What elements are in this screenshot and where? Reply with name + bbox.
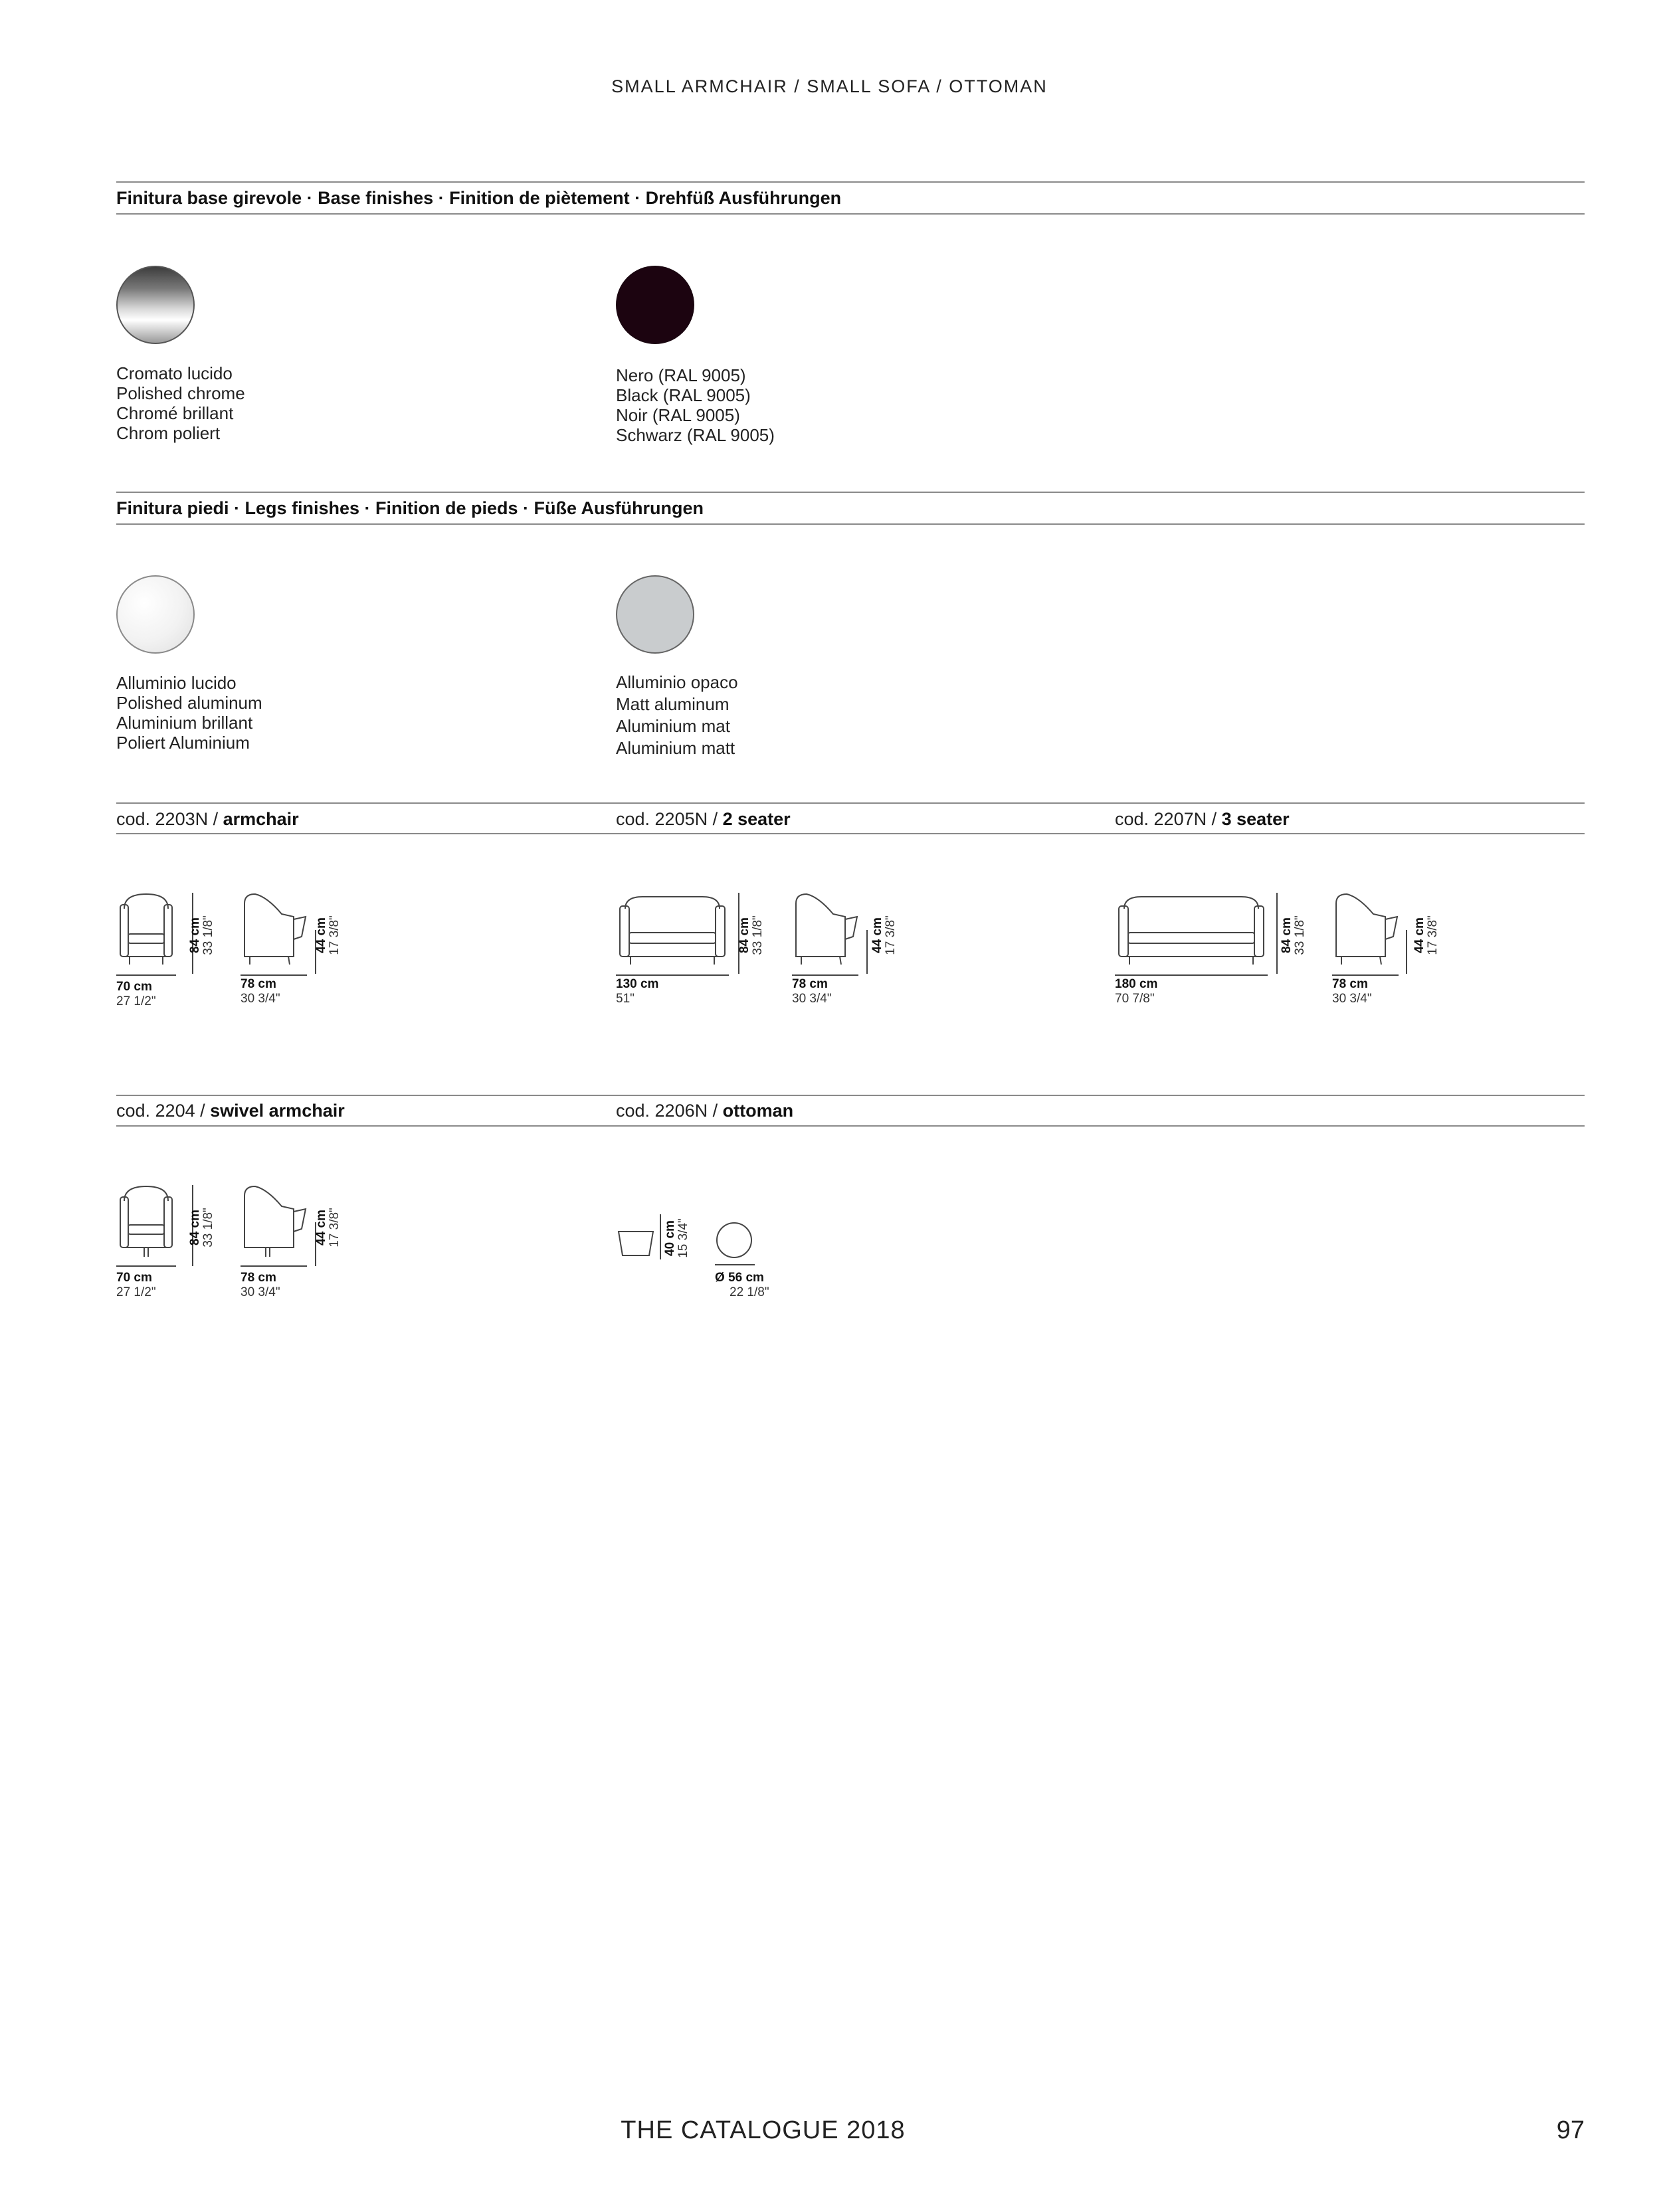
page-number: 97: [1556, 2116, 1585, 2144]
divider: [116, 523, 1585, 525]
ottoman-top-drawing: [714, 1221, 755, 1262]
black-ral-9005-label: Nero (RAL 9005) Black (RAL 9005) Noir (RAL 9005) Schwarz (RAL 9005): [616, 365, 775, 445]
3-seater-side-drawing: [1332, 890, 1405, 976]
page-header-title: SMALL ARMCHAIR / SMALL SOFA / OTTOMAN: [611, 76, 1048, 96]
divider: [116, 181, 1585, 183]
2-seater-seat-dimension: 44 cm 17 3/8": [870, 915, 898, 955]
polished-chrome-swatch: [116, 266, 195, 344]
polished-aluminum-label: Alluminio lucido Polished aluminum Aluminium brillant Poliert Aluminium: [116, 673, 262, 753]
product-code-armchair: cod. 2203N / armchair: [116, 809, 299, 829]
armchair-side-drawing: [241, 890, 314, 976]
product-code-ottoman: cod. 2206N / ottoman: [616, 1101, 794, 1121]
swivel-armchair-depth-dimension: 78 cm 30 3/4": [241, 1271, 280, 1299]
3-seater-seat-line: [1403, 890, 1410, 976]
polished-aluminum-swatch: [116, 575, 195, 654]
legs-finishes-title: Finitura piedi · Legs finishes · Finition de pieds · Füße Ausführungen: [116, 498, 704, 518]
divider: [116, 802, 1585, 804]
2-seater-seat-line: [864, 890, 870, 976]
swivel-armchair-height-dimension: 84 cm 33 1/8": [188, 1208, 215, 1247]
divider: [116, 833, 1585, 834]
2-seater-width-dimension: 130 cm 51": [616, 977, 659, 1006]
matt-aluminum-swatch: [616, 575, 694, 654]
swivel-armchair-front-drawing: [116, 1182, 189, 1269]
armchair-width-dimension: 70 cm 27 1/2": [116, 980, 156, 1008]
base-finishes-title: Finitura base girevole · Base finishes · Finition de piètement · Drehfüß Ausführungen: [116, 188, 842, 208]
swivel-armchair-seat-dimension: 44 cm 17 3/8": [314, 1208, 342, 1247]
ottoman-diameter-line: [712, 1262, 759, 1267]
swivel-armchair-width-dimension: 70 cm 27 1/2": [116, 1271, 156, 1299]
2-seater-side-drawing: [792, 890, 865, 976]
divider: [116, 1095, 1585, 1096]
product-code-3-seater: cod. 2207N / 3 seater: [1115, 809, 1290, 829]
ottoman-diameter-dimension: Ø 56 cm 22 1/8": [715, 1271, 769, 1299]
black-ral-9005-swatch: [616, 266, 694, 344]
swivel-armchair-side-drawing: [241, 1182, 314, 1269]
product-code-2-seater: cod. 2205N / 2 seater: [616, 809, 791, 829]
product-code-swivel-armchair: cod. 2204 / swivel armchair: [116, 1101, 345, 1121]
2-seater-depth-dimension: 78 cm 30 3/4": [792, 977, 832, 1006]
2-seater-height-dimension: 84 cm 33 1/8": [737, 915, 765, 955]
polished-chrome-label: Cromato lucido Polished chrome Chromé brillant Chrom poliert: [116, 363, 245, 443]
armchair-height-dimension: 84 cm 33 1/8": [188, 915, 215, 955]
2-seater-front-drawing: [616, 890, 735, 976]
3-seater-front-drawing: [1115, 890, 1274, 976]
ottoman-side-drawing: [616, 1229, 656, 1259]
divider: [116, 1125, 1585, 1127]
3-seater-depth-dimension: 78 cm 30 3/4": [1332, 977, 1372, 1006]
divider: [116, 213, 1585, 215]
3-seater-seat-dimension: 44 cm 17 3/8": [1413, 915, 1440, 955]
3-seater-height-dimension: 84 cm 33 1/8": [1280, 915, 1307, 955]
3-seater-width-dimension: 180 cm 70 7/8": [1115, 977, 1158, 1006]
matt-aluminum-label: Alluminio opaco Matt aluminum Aluminium mat Aluminium matt: [616, 672, 738, 758]
armchair-seat-dimension: 44 cm 17 3/8": [314, 915, 342, 955]
armchair-front-drawing: [116, 890, 189, 976]
armchair-depth-dimension: 78 cm 30 3/4": [241, 977, 280, 1006]
footer-catalogue-title: THE CATALOGUE 2018: [621, 2116, 906, 2144]
divider: [116, 492, 1585, 493]
ottoman-height-dimension: 40 cm 15 3/4": [663, 1218, 690, 1258]
